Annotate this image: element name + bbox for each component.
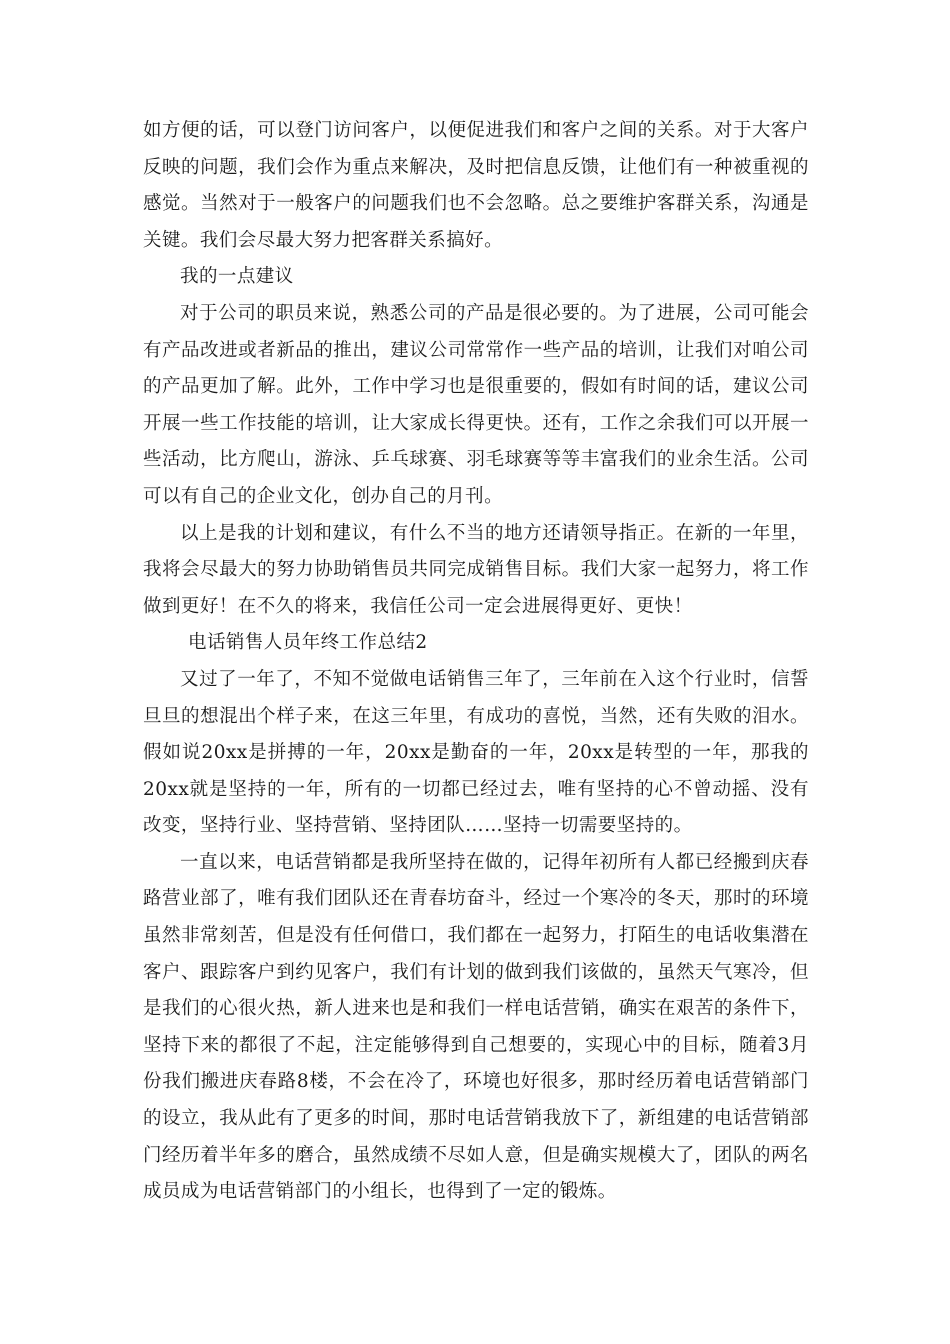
paragraph-persistence: 一直以来，电话营销都是我所坚持在做的，记得年初所有人都已经搬到庆春路营业部了，唯有我们团队还在青春坊奋斗，经过一个寒冷的冬天，那时的环境虽然非常刻苦，但是没有任何借口，我们都在一起努力，打陌生的电话收集潜在客户、跟踪客户到约见客户，我们有计划的做到我们该做的，虽然天气寒冷，但是我们的心很火热，新人进来也是和我们一样电话营销，确实在艰苦的条件下，坚持下来的都很了不起，注定能够得到自己想要的，实现心中的目标，随着3月份我们搬进庆春路8楼，不会在冷了，环境也好很多，那时经历着电话营销部门的设立，我从此有了更多的时间，那时电话营销我放下了，新组建的电话营销部门经历着半年多的磨合，虽然成绩不尽如人意，但是确实规模大了，团队的两名成员成为电话营销部门的小组长，也得到了一定的锻炼。 [143,851,809,1203]
paragraph-three-years: 又过了一年了，不知不觉做电话销售三年了，三年前在入这个行业时，信誓旦旦的想混出个样子来，在这三年里，有成功的喜悦，当然，还有失败的泪水。假如说20xx是拼搏的一年，20xx是勤奋的一年，20xx是转型的一年，那我的20xx就是坚持的一年，所有的一切都已经过去，唯有坚持的心不曾动摇、没有改变，坚持行业、坚持营销、坚持团队……坚持一切需要坚持的。 [143,668,809,837]
heading-suggestions: 我的一点建议 [180,266,294,288]
paragraph-customer-relations: 如方便的话，可以登门访问客户，以便促进我们和客户之间的关系。对于大客户反映的问题，我们会作为重点来解决，及时把信息反馈，让他们有一种被重视的感觉。当然对于一般客户的问题我们也不会忽略。总之要维护客群关系，沟通是关键。我们会尽最大努力把客群关系搞好。 [143,120,809,251]
document-body [143,113,809,1211]
paragraph-suggestions: 对于公司的职员来说，熟悉公司的产品是很必要的。为了进展，公司可能会有产品改进或者新品的推出，建议公司常常作一些产品的培训，让我们对咱公司的产品更加了解。此外，工作中学习也是很重要的，假如有时间的话，建议公司开展一些工作技能的培训，让大家成长得更快。还有，工作之余我们可以开展一些活动，比方爬山，游泳、乒乓球赛、羽毛球赛等等丰富我们的业余生活。公司可以有自己的企业文化，创办自己的月刊。 [143,302,809,507]
heading-summary-2: 电话销售人员年终工作总结2 [188,632,428,654]
paragraph-conclusion: 以上是我的计划和建议，有什么不当的地方还请领导指正。在新的一年里，我将会尽最大的努力协助销售员共同完成销售目标。我们大家一起努力，将工作做到更好！在不久的将来，我信任公司一定会进展得更好、更快！ [143,522,809,617]
